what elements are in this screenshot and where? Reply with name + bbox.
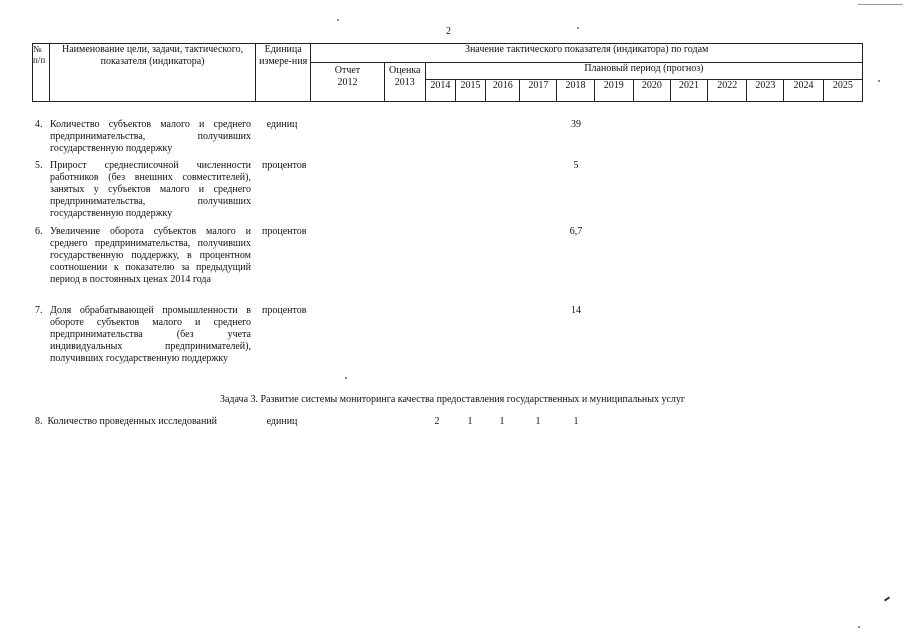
- row-8-value-2016: 1: [499, 416, 505, 427]
- header-year: 2023: [747, 80, 784, 102]
- row-5-unit: процентов: [262, 160, 307, 171]
- scan-edge-mark: [858, 4, 903, 5]
- scan-pen-mark: [884, 596, 890, 601]
- header-year: 2022: [708, 80, 747, 102]
- header-values-title: Значение тактического показателя (индикатора) по годам: [311, 44, 863, 63]
- header-year: 2014: [425, 80, 455, 102]
- header-year: 2024: [784, 80, 823, 102]
- header-year: 2020: [633, 80, 670, 102]
- row-8-unit: единиц: [266, 416, 298, 427]
- row-8-name: 8. Количество проведенных исследований: [35, 416, 218, 427]
- header-report: Отчет 2012: [311, 63, 384, 102]
- row-7-value: 14: [571, 305, 581, 316]
- scan-speck: [577, 27, 579, 29]
- row-8-value-2017: 1: [535, 416, 541, 427]
- header-num: № п/п: [33, 44, 50, 102]
- header-year: 2019: [594, 80, 633, 102]
- row-4-value: 39: [571, 119, 581, 130]
- header-year: 2016: [486, 80, 520, 102]
- row-7-name: 7. Доля обрабатывающей промышленности в обороте субъектов малого и среднего предпринимательства (без учета индивидуальных предпринимателей), получивших государственную поддержку: [35, 305, 251, 365]
- header-year: 2021: [670, 80, 707, 102]
- row-7-unit: процентов: [262, 305, 307, 316]
- table-header: [32, 43, 863, 102]
- page-number: 2: [446, 26, 451, 37]
- task-3-heading: Задача 3. Развитие системы мониторинга качества предоставления государственных и муниципальных услуг: [219, 394, 686, 405]
- header-unit: Единица измере-ния: [256, 44, 311, 102]
- row-6-value: 6,7: [569, 226, 583, 237]
- header-plan-period: Плановый период (прогноз): [425, 63, 862, 80]
- scan-speck: [878, 80, 880, 82]
- row-4-name: 4. Количество субъектов малого и среднего предпринимательства, получивших государственную поддержку: [35, 119, 251, 155]
- scan-speck: [858, 626, 860, 628]
- row-5-value: 5: [573, 160, 579, 171]
- header-name: Наименование цели, задачи, тактического, показателя (индикатора): [50, 44, 256, 102]
- row-8-value-2018: 1: [573, 416, 579, 427]
- scan-speck: [345, 377, 347, 379]
- row-4-unit: единиц: [266, 119, 298, 130]
- header-year: 2015: [455, 80, 485, 102]
- header-year: 2017: [520, 80, 557, 102]
- header-estimate: Оценка 2013: [384, 63, 425, 102]
- row-6-name: 6. Увеличение оборота субъектов малого и среднего предпринимательства, получивших государственную поддержку, в процентном соотношении к показателю за предыдущий период в постоянных ценах 2014 года: [35, 226, 251, 286]
- row-6-unit: процентов: [262, 226, 307, 237]
- scan-speck: [337, 19, 339, 21]
- row-8-value-2014: 2: [434, 416, 440, 427]
- row-8-value-2015: 1: [467, 416, 473, 427]
- header-year: 2018: [557, 80, 594, 102]
- header-year: 2025: [823, 80, 862, 102]
- row-5-name: 5. Прирост среднесписочной численности работников (без внешних совместителей), занятых у субъектов малого и среднего предпринимательства, получивших государственную поддержку: [35, 160, 251, 220]
